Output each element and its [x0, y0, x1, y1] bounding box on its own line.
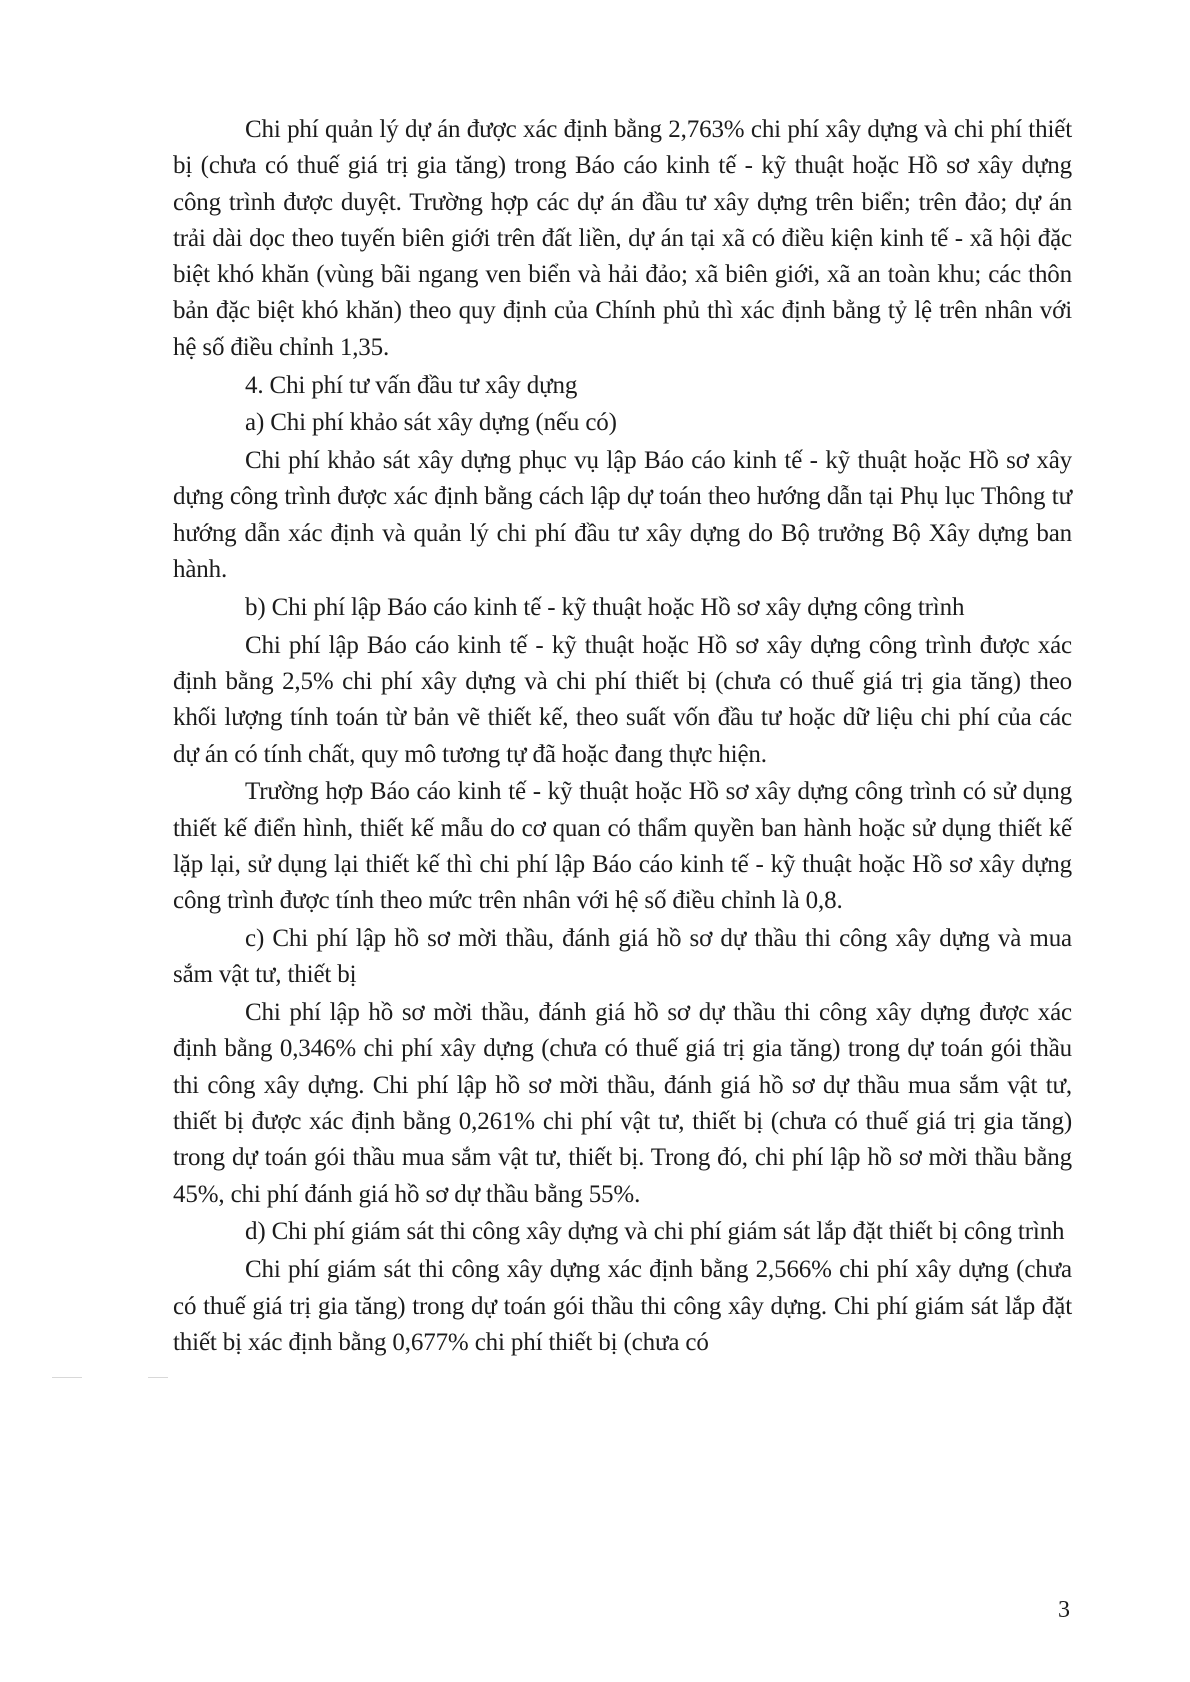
section-heading-consulting-cost: 4. Chi phí tư vấn đầu tư xây dựng	[245, 371, 578, 399]
paragraph-typical-design-case: Trường hợp Báo cáo kinh tế - kỹ thuật hoặc Hồ sơ xây dựng công trình có sử dụng thiết kế điển hình, thiết kế mẫu do cơ quan có thẩm quyền ban hành hoặc sử dụng thiết kế lặp lại, sử dụng lại thiết kế thì chi phí lập Báo cáo kinh tế - kỹ thuật hoặc Hồ sơ xây dựng công trình được tính theo mức trên nhân với hệ số điều chỉnh là 0,8.	[173, 778, 1072, 915]
paragraph-project-management-cost: Chi phí quản lý dự án được xác định bằng 2,763% chi phí xây dựng và chi phí thiết bị (chưa có thuế giá trị gia tăng) trong Báo cáo kinh tế - kỹ thuật hoặc Hồ sơ xây dựng công trình được duyệt. Trường hợp các dự án đầu tư xây dựng trên biển; trên đảo; dự án trải dài dọc theo tuyến biên giới trên đất liền, dự án tại xã có điều kiện kinh tế - xã hội đặc biệt khó khăn (vùng bãi ngang ven biển và hải đảo; xã biên giới, xã an toàn khu; các thôn bản đặc biệt khó khăn) theo quy định của Chính phủ thì xác định bằng tỷ lệ trên nhân với hệ số điều chỉnh 1,35.	[173, 116, 1072, 361]
subheading-survey-cost: a) Chi phí khảo sát xây dựng (nếu có)	[245, 409, 617, 437]
paragraph-supervision-cost: Chi phí giám sát thi công xây dựng xác định bằng 2,566% chi phí xây dựng (chưa có thuế giá trị gia tăng) trong dự toán gói thầu thi công xây dựng. Chi phí giám sát lắp đặt thiết bị xác định bằng 0,677% chi phí thiết bị (chưa có	[173, 1256, 1072, 1356]
scan-artifact-line	[148, 1377, 168, 1378]
paragraph-survey-cost: Chi phí khảo sát xây dựng phục vụ lập Báo cáo kinh tế - kỹ thuật hoặc Hồ sơ xây dựng công trình được xác định bằng cách lập dự toán theo hướng dẫn tại Phụ lục Thông tư hướng dẫn xác định và quản lý chi phí đầu tư xây dựng do Bộ trưởng Bộ Xây dựng ban hành.	[173, 447, 1072, 584]
paragraph-report-preparation-cost: Chi phí lập Báo cáo kinh tế - kỹ thuật hoặc Hồ sơ xây dựng công trình được xác định bằng 2,5% chi phí xây dựng và chi phí thiết bị (chưa có thuế giá trị gia tăng) theo khối lượng tính toán từ bản vẽ thiết kế, theo suất vốn đầu tư hoặc dữ liệu chi phí của các dự án có tính chất, quy mô tương tự đã hoặc đang thực hiện.	[173, 631, 1072, 768]
subheading-bidding-documents-cost: c) Chi phí lập hồ sơ mời thầu, đánh giá hồ sơ dự thầu thi công xây dựng và mua sắm vật tư, thiết bị	[173, 925, 1072, 989]
page-number: 3	[1058, 1597, 1070, 1623]
subheading-report-preparation-cost: b) Chi phí lập Báo cáo kinh tế - kỹ thuật hoặc Hồ sơ xây dựng công trình	[245, 593, 965, 621]
document-body	[173, 112, 1072, 1363]
scan-artifact-line	[52, 1377, 82, 1378]
paragraph-bidding-documents-cost: Chi phí lập hồ sơ mời thầu, đánh giá hồ sơ dự thầu thi công xây dựng được xác định bằng 0,346% chi phí xây dựng (chưa có thuế giá trị gia tăng) trong dự toán gói thầu thi công xây dựng. Chi phí lập hồ sơ mời thầu, đánh giá hồ sơ dự thầu mua sắm vật tư, thiết bị được xác định bằng 0,261% chi phí vật tư, thiết bị (chưa có thuế giá trị gia tăng) trong dự toán gói thầu mua sắm vật tư, thiết bị. Trong đó, chi phí lập hồ sơ mời thầu bằng 45%, chi phí đánh giá hồ sơ dự thầu bằng 55%.	[173, 999, 1072, 1208]
subheading-supervision-cost: d) Chi phí giám sát thi công xây dựng và chi phí giám sát lắp đặt thiết bị công trình	[245, 1218, 1065, 1246]
